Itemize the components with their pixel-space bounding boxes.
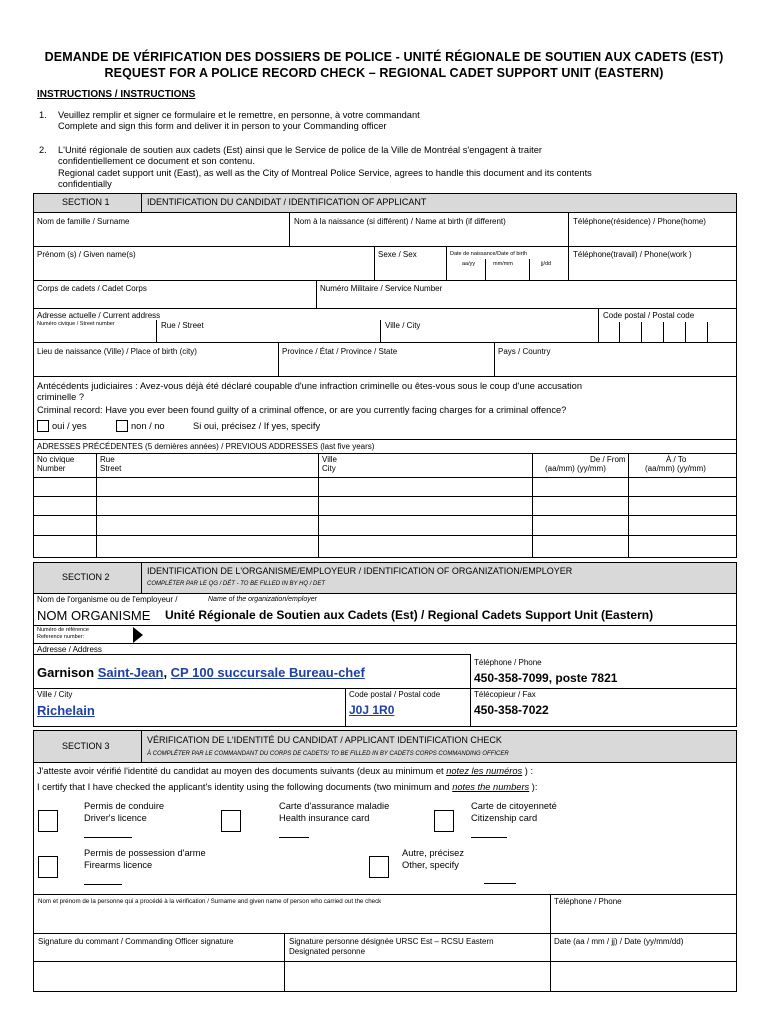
org-label-fr: Nom de l'organisme ou de l'employeur / (37, 595, 178, 604)
designated-signature-label-b: Designated personne (289, 947, 366, 956)
criminal-yes-checkbox[interactable] (37, 420, 49, 432)
birth-place-label: Lieu de naissance (Ville) / Place of birth (city) (37, 347, 197, 356)
col-to-label: À / To (666, 455, 687, 464)
instruction-2-number: 2. (39, 145, 47, 155)
criminal-record-fr-b: criminelle ? (37, 392, 85, 402)
instruction-2-en-b: confidentially (58, 179, 112, 189)
reference-number-en: Reference number: (37, 634, 85, 640)
sex-label: Sexe / Sex (378, 250, 417, 259)
section2-title: IDENTIFICATION DE L'ORGANISME/EMPLOYEUR / IDENTIFICATION OF ORGANIZATION/EMPLOYER (147, 566, 573, 576)
verifier-phone-label: Téléphone / Phone (554, 897, 622, 906)
fax-label: Télécopieur / Fax (474, 690, 536, 699)
previous-addresses-heading: ADRESSES PRÉCÉDENTES (5 dernières années) / PREVIOUS ADDRESSES (last five years) (37, 442, 375, 451)
col-civic-fr: No civique (37, 455, 75, 464)
instruction-1-en: Complete and sign this form and deliver it in person to your Commanding officer (58, 121, 387, 131)
criminal-specify-label: Si oui, précisez / If yes, specify (193, 421, 321, 431)
col-street-en: Street (100, 464, 122, 473)
civic-number-label: Numéro civique / Street number (37, 321, 115, 327)
province-label: Province / État / Province / State (282, 347, 398, 356)
address-link-cp100[interactable]: CP 100 succursale Bureau-chef (170, 665, 365, 680)
health-card-checkbox[interactable] (221, 810, 241, 832)
org-postal-code[interactable]: J0J 1R0 (349, 703, 395, 717)
attest-en-text: I certify that I have checked the applicant's identity using the following documents (two minimum and (37, 782, 453, 792)
doc5-fr: Autre, précisez (402, 848, 465, 858)
org-label-en: Name of the organization/employer (208, 596, 317, 603)
attest-en (37, 782, 537, 792)
drivers-licence-checkbox[interactable] (38, 810, 58, 832)
org-phone: 450-358-7099, poste 7821 (474, 671, 618, 685)
address-link-saint-jean[interactable]: Saint-Jean (97, 665, 164, 680)
reference-number-fr: Numéro de référence (37, 627, 89, 633)
col-city-fr: Ville (322, 455, 337, 464)
doc4-number-line[interactable] (84, 884, 122, 885)
col-city-en: City (322, 464, 336, 473)
doc3-number-line[interactable] (471, 837, 507, 838)
attest-en-emphasis: notes the numbers (452, 782, 530, 792)
section2-label: SECTION 2 (62, 572, 110, 582)
doc3-en: Citizenship card (471, 813, 538, 823)
firearms-licence-checkbox[interactable] (38, 856, 58, 878)
given-names-label: Prénom (s) / Given name(s) (37, 250, 136, 259)
dob-day-label: jj/dd (541, 261, 552, 267)
section3-subtitle: À COMPLÉTER PAR LE COMMANDANT DU CORPS DE CADETS/ TO BE FILLED IN BY CADETS CORPS COMMANDING OFFICER (147, 751, 509, 757)
doc4-en: Firearms licence (84, 860, 153, 870)
doc5-specify-line[interactable] (484, 883, 516, 884)
dob-label: Date de naissance/Date of birth (450, 251, 528, 257)
org-address (37, 666, 365, 680)
current-address-label: Adresse actuelle / Current address (37, 311, 161, 320)
doc1-number-line[interactable] (84, 837, 132, 838)
cadet-corps-label: Corps de cadets / Cadet Corps (37, 284, 147, 293)
section3-title: VÉRIFICATION DE L'IDENTITÉ DU CANDIDAT / APPLICANT IDENTIFICATION CHECK (147, 735, 502, 745)
criminal-yes-label: oui / yes (52, 421, 87, 431)
form-title-fr: DEMANDE DE VÉRIFICATION DES DOSSIERS DE POLICE - UNITÉ RÉGIONALE DE SOUTIEN AUX CADETS (EST) (44, 50, 724, 64)
section1-label: SECTION 1 (62, 197, 110, 207)
instruction-2-fr-a: L'Unité régionale de soutien aux cadets (Est) ainsi que le Service de police de la Ville de Montréal s'engagent à traiter (58, 145, 543, 155)
co-signature-label: Signature du commant / Commanding Officer signature (38, 937, 234, 946)
doc3-fr: Carte de citoyenneté (471, 801, 557, 811)
instruction-1-number: 1. (39, 110, 47, 120)
postal-code-label: Code postal / Postal code (603, 311, 695, 320)
col-street-fr: Rue (100, 455, 115, 464)
instruction-2-fr-b: confidentiellement ce document et son contenu. (58, 156, 255, 166)
section1-title: IDENTIFICATION DU CANDIDAT / IDENTIFICATION OF APPLICANT (147, 197, 427, 207)
col-from-format: (aa/mm) (yy/mm) (545, 464, 606, 473)
criminal-no-label: non / no (131, 421, 165, 431)
service-number-label: Numéro Militaire / Service Number (320, 284, 443, 293)
col-to-format: (aa/mm) (yy/mm) (645, 464, 706, 473)
citizenship-card-checkbox[interactable] (434, 810, 454, 832)
doc2-fr: Carte d'assurance maladie (279, 801, 390, 811)
org-prefix: NOM ORGANISME (37, 608, 151, 623)
postal-label-s2: Code postal / Postal code (349, 690, 441, 699)
doc1-en: Driver's licence (84, 813, 147, 823)
col-from-label: De / From (590, 455, 626, 464)
doc4-fr: Permis de possession d'arme (84, 848, 206, 858)
attest-en-end: ): (529, 782, 538, 792)
dob-month-label: mm/mm (493, 261, 513, 267)
org-city-link[interactable]: Richelain (37, 703, 95, 718)
doc1-fr: Permis de conduire (84, 801, 165, 811)
attest-fr-emphasis: notez les numéros (446, 766, 523, 776)
attest-fr-end: ) : (522, 766, 534, 776)
criminal-record-fr-a: Antécédents judiciaires : Avez-vous déjà été déclaré coupable d'une infraction criminelle ou êtes-vous sous le coup d'une accusation (37, 381, 582, 391)
address-garrison: Garnison (37, 665, 98, 680)
other-document-checkbox[interactable] (369, 856, 389, 878)
doc2-number-line[interactable] (279, 837, 309, 838)
address-label: Adresse / Address (37, 645, 102, 654)
instruction-2-en-a: Regional cadet support unit (East), as well as the City of Montreal Police Service, agrees to handle this document and its contents (58, 168, 592, 178)
section2-subtitle: COMPLÉTER PAR LE QG / DÉT - TO BE FILLED IN BY HQ / DET (147, 581, 326, 587)
section3-label: SECTION 3 (62, 741, 110, 751)
date-label: Date (aa / mm / jj) / Date (yy/mm/dd) (554, 937, 684, 946)
col-civic-en: Number (37, 464, 66, 473)
phone-label: Téléphone / Phone (474, 658, 542, 667)
city-label-s2: Ville / City (37, 690, 73, 699)
dob-year-label: aa/yy (462, 261, 476, 267)
name-at-birth-label: Nom à la naissance (si différent) / Name at birth (if different) (294, 217, 506, 226)
attest-fr-text: J'atteste avoir vérifié l'identité du candidat au moyen des documents suivants (deux au minimum et (37, 766, 447, 776)
form-title-en: REQUEST FOR A POLICE RECORD CHECK – REGIONAL CADET SUPPORT UNIT (EASTERN) (104, 66, 664, 80)
city-label: Ville / City (385, 321, 421, 330)
surname-label: Nom de famille / Surname (37, 217, 130, 226)
org-fax: 450-358-7022 (474, 703, 549, 717)
verifier-name-label: Nom et prénom de la personne qui a procédé à la vérification / Surname and given name of person who carried out the check (38, 898, 382, 905)
phone-home-label: Téléphone(résidence) / Phone(home) (573, 217, 706, 226)
country-label: Pays / Country (498, 347, 551, 356)
criminal-no-checkbox[interactable] (116, 420, 128, 432)
instructions-heading: INSTRUCTIONS / INSTRUCTIONS (37, 89, 196, 100)
phone-work-label: Téléphone(travail) / Phone(work ) (573, 250, 692, 259)
org-name: Unité Régionale de Soutien aux Cadets (Est) / Regional Cadets Support Unit (Eastern) (165, 608, 654, 622)
address-separator: , (163, 665, 171, 680)
instruction-1-fr: Veuillez remplir et signer ce formulaire et le remettre, en personne, à votre commandant (58, 110, 420, 120)
street-label: Rue / Street (161, 321, 204, 330)
doc5-en: Other, specify (402, 860, 459, 870)
doc2-en: Health insurance card (279, 813, 370, 823)
attest-fr (37, 766, 533, 776)
criminal-record-en: Criminal record: Have you ever been found guilty of a criminal offence, or are you currently facing charges for a criminal offence? (37, 405, 567, 415)
designated-signature-label-a: Signature personne désignée URSC Est – RCSU Eastern (289, 937, 494, 946)
reference-arrow-icon (133, 627, 145, 643)
